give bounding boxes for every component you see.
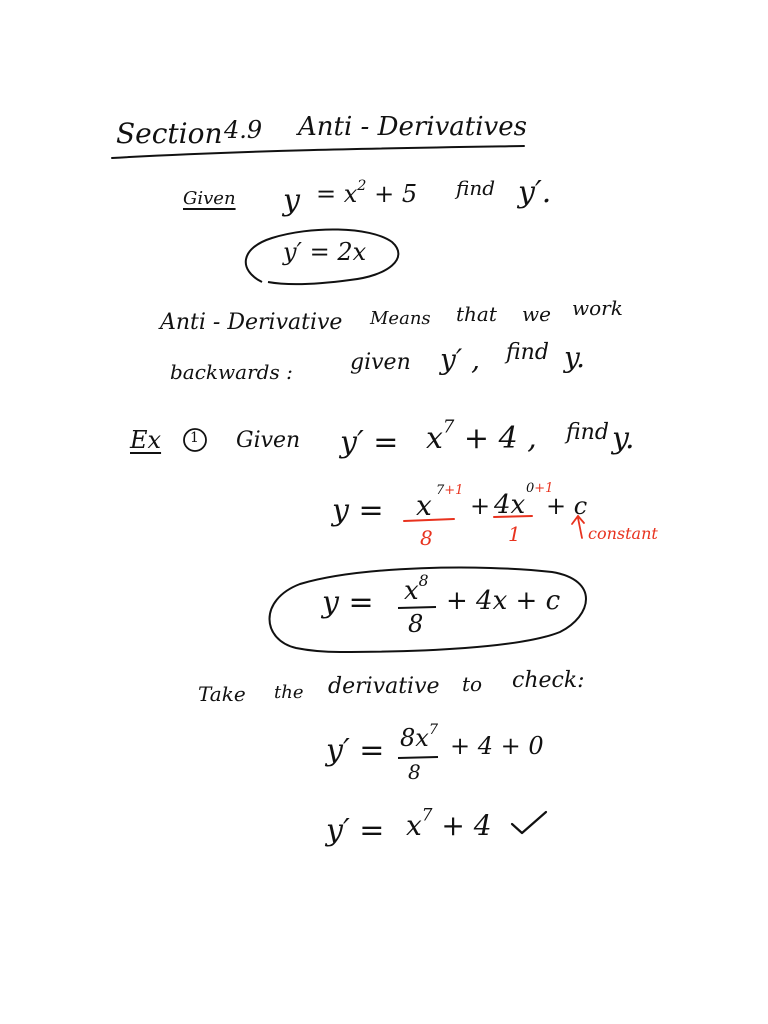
def2-word-3: y′ , [440, 343, 480, 376]
step1-x: x [416, 489, 432, 522]
step1-coef: 4x [494, 490, 526, 520]
def-word-3: that [456, 302, 497, 326]
example-target: y. [612, 421, 635, 456]
check1-denominator: 8 [408, 760, 421, 784]
check2-equation: $x^7 + 4$ [406, 804, 492, 842]
def-word-4: we [522, 302, 551, 326]
example-number: 1 [190, 430, 199, 446]
step1-denominator-1: 8 [420, 526, 433, 550]
check-word-5: check: [512, 668, 585, 693]
answer1: y′ = 2x [283, 238, 367, 266]
result-numerator: $x^8$ [404, 571, 429, 606]
constant-note: constant [588, 524, 658, 543]
step1-denominator-2: 1 [508, 522, 521, 546]
check1-rest: + 4 + 0 [450, 732, 544, 760]
check-word-1: Take [198, 682, 246, 706]
step1-x-exponent: 7+1 [436, 483, 464, 498]
def-word-1: Anti - Derivative [160, 310, 343, 335]
result-lhs: y = [322, 585, 374, 620]
def-word-2: Means [370, 308, 431, 329]
step1-lhs: y = [332, 493, 384, 528]
example-equation: $x^7 + 4$ , [426, 416, 537, 456]
step1-coef-exponent: 0+1 [526, 481, 554, 496]
def2-word-1: backwards : [170, 360, 293, 384]
check1-lhs: y′ = [326, 733, 385, 768]
section-number: 4.9 [224, 116, 263, 144]
def2-word-5: y. [564, 341, 585, 374]
given-equation: = $x^2 + 5$ [316, 177, 418, 208]
result-denominator: 8 [408, 610, 424, 638]
check1-numerator: $8x^7$ [400, 721, 438, 752]
def2-word-2: given [350, 350, 411, 375]
check2-lhs: y′ = [326, 813, 385, 848]
given-label: Given [183, 188, 236, 209]
check-word-4: to [462, 672, 483, 696]
example-label: Ex [130, 426, 162, 454]
step1-plus-c: + c [546, 492, 588, 520]
given-lhs: y [283, 183, 300, 218]
result-fraction-bar [398, 607, 436, 608]
def-word-5: work [572, 296, 623, 320]
example-lhs: y′ = [340, 425, 399, 460]
section-label: Section [116, 117, 223, 150]
def2-word-4: find [506, 340, 549, 365]
given-find: find [456, 176, 496, 200]
result-rest: + 4x + c [446, 586, 561, 616]
example-find: find [566, 420, 609, 445]
check1-fraction-bar [398, 757, 438, 758]
check-word-3: derivative [328, 674, 440, 699]
section-title: Anti - Derivatives [298, 112, 527, 142]
check-word-2: the [274, 682, 304, 703]
checkmark-icon [512, 812, 546, 833]
given-target: y′. [518, 175, 552, 210]
step1-plus: + [470, 492, 491, 520]
example-given: Given [236, 428, 301, 453]
